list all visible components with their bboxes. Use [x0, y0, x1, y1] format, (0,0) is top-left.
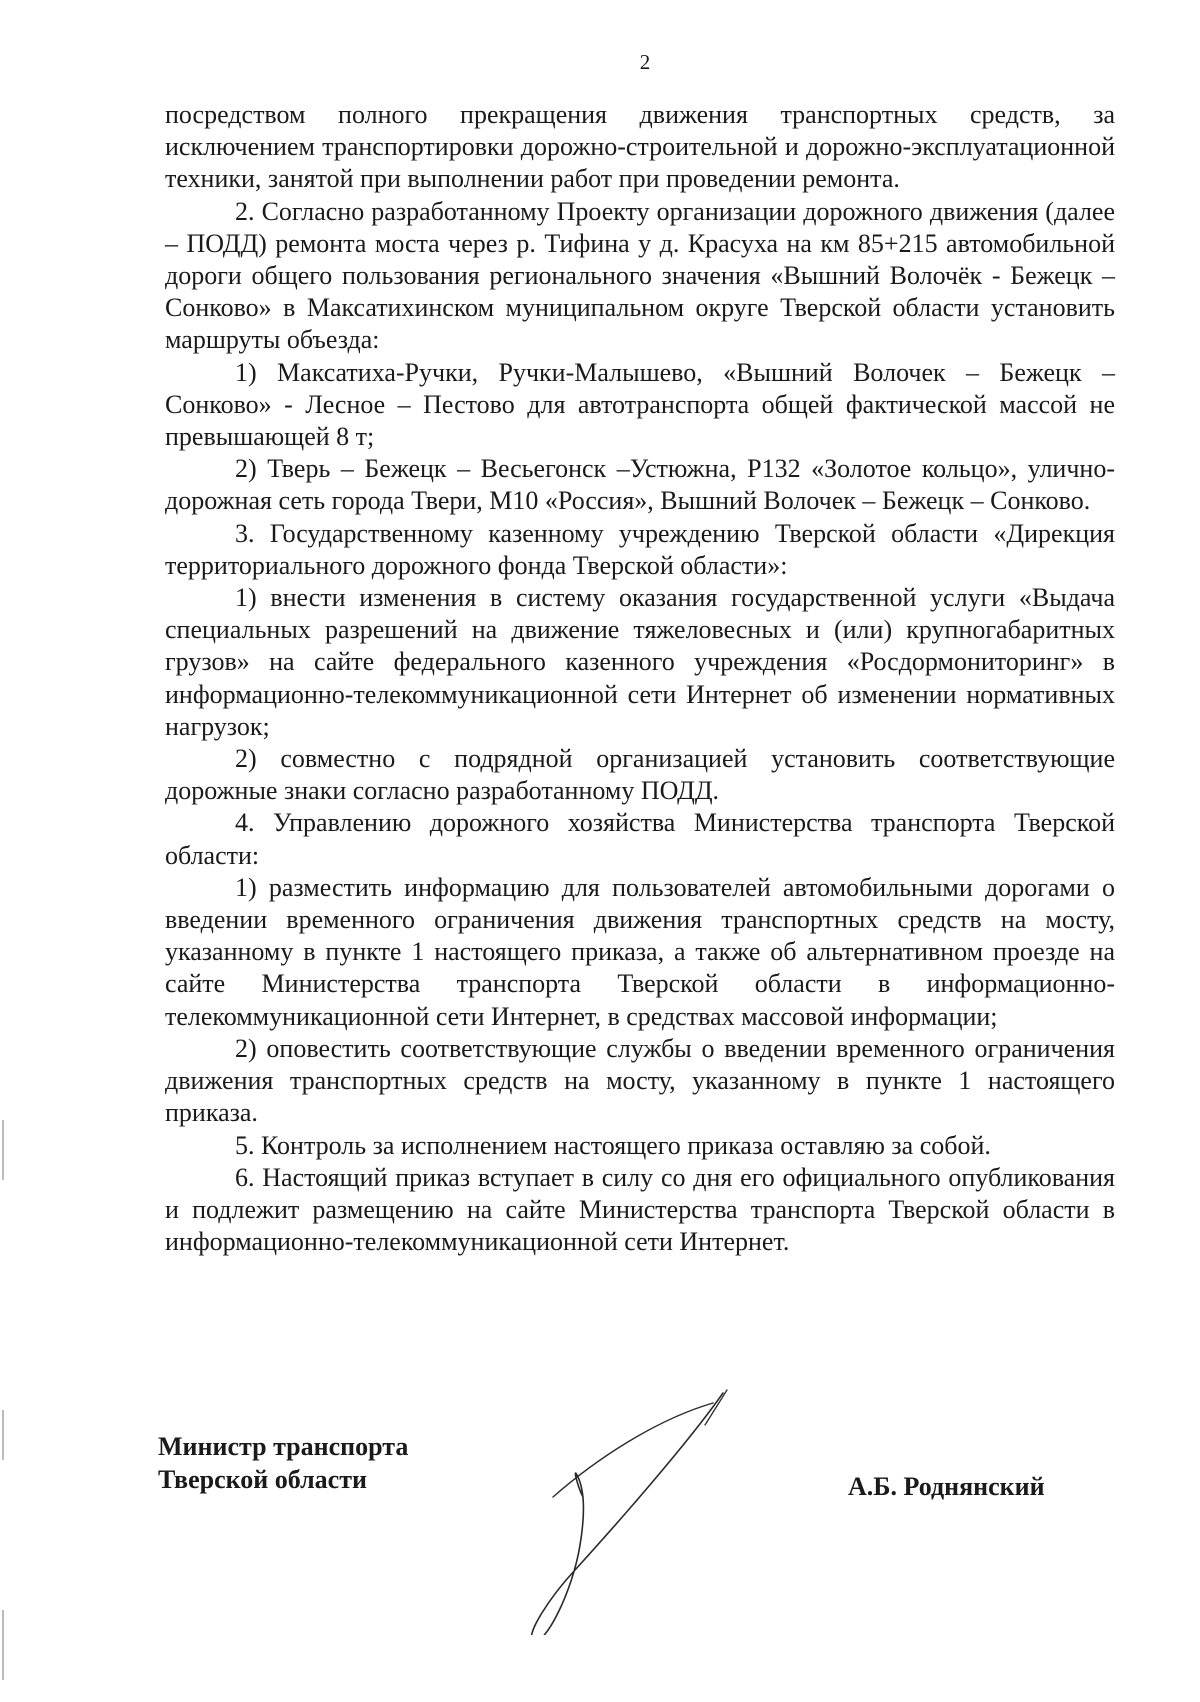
paragraph-4-item-1: 1) разместить информацию для пользователей автомобильными дорогами о введении временного ограничения движения транспортных средств на мосту, указанному в пункте 1 настоящего приказа, а также об альтернативном проезде на сайте Министерства транспорта Тверской области в информационно-телекоммуникационной сети Интернет, в средствах массовой информации;: [165, 872, 1115, 1031]
signature-position-line-2: Тверской области: [158, 1465, 367, 1494]
page-number: 2: [639, 50, 651, 74]
paragraph-3: 3. Государственному казенному учреждению Тверской области «Дирекция территориального дорожного фонда Тверской области»:: [165, 518, 1115, 580]
signature-stroke: [531, 1393, 723, 1635]
paragraph-1-continuation: посредством полного прекращения движения транспортных средств, за исключением транспортировки дорожно-строительной и дорожно-эксплуатационной техники, занятой при выполнении работ при проведении ремонта.: [165, 100, 1115, 194]
document-body: [165, 99, 1115, 1258]
paragraph-2-item-1: 1) Максатиха-Ручки, Ручки-Малышево, «Вышний Волочек – Бежецк – Сонково» - Лесное – Пестово для автотранспорта общей фактической массой не превышающей 8 т;: [165, 357, 1115, 452]
paragraph-2: 2. Согласно разработанному Проекту организации дорожного движения (далее – ПОДД) ремонта моста через р. Тифина у д. Красуха на км 85+215 автомобильной дороги общего пользования регионального значения «Вышний Волочёк - Бежецк – Сонково» в Максатихинском муниципальном округе Тверской области установить маршруты объезда:: [165, 196, 1115, 355]
paragraph-2-item-2: 2) Тверь – Бежецк – Весьегонск –Устюжна, Р132 «Золотое кольцо», улично-дорожная сеть города Твери, М10 «Россия», Вышний Волочек – Бежецк – Сонково.: [165, 454, 1115, 516]
signer-name: А.Б. Роднянский: [848, 1472, 1045, 1501]
paragraph-4-item-2: 2) оповестить соответствующие службы о введении временного ограничения движения транспортных средств на мосту, указанному в пункте 1 настоящего приказа.: [165, 1033, 1115, 1128]
paragraph-6: 6. Настоящий приказ вступает в силу со дня его официального опубликования и подлежит размещению на сайте Министерства транспорта Тверской области в информационно-телекоммуникационной сети Интернет.: [165, 1162, 1115, 1257]
paragraph-3-item-2: 2) совместно с подрядной организацией установить соответствующие дорожные знаки согласно разработанному ПОДД.: [165, 744, 1115, 806]
scan-edge-mark: [2, 1120, 4, 1180]
scan-edge-mark: [2, 1410, 4, 1460]
paragraph-3-item-1: 1) внести изменения в систему оказания государственной услуги «Выдача специальных разрешений на движение тяжеловесных и (или) крупногабаритных грузов» на сайте федерального казенного учреждения «Росдормониторинг» в информационно-телекоммуникационной сети Интернет об изменении нормативных нагрузок;: [165, 583, 1115, 741]
signature-stroke-3: [705, 1390, 727, 1425]
handwritten-signature: [505, 1385, 755, 1635]
signature-position: [158, 1430, 408, 1496]
signature-position-line-1: Министр транспорта: [158, 1432, 409, 1461]
paragraph-4: 4. Управлению дорожного хозяйства Министерства транспорта Тверской области:: [165, 808, 1115, 870]
paragraph-5: 5. Контроль за исполнением настоящего приказа оставляю за собой.: [235, 1130, 991, 1160]
scan-edge-mark: [2, 1610, 4, 1680]
